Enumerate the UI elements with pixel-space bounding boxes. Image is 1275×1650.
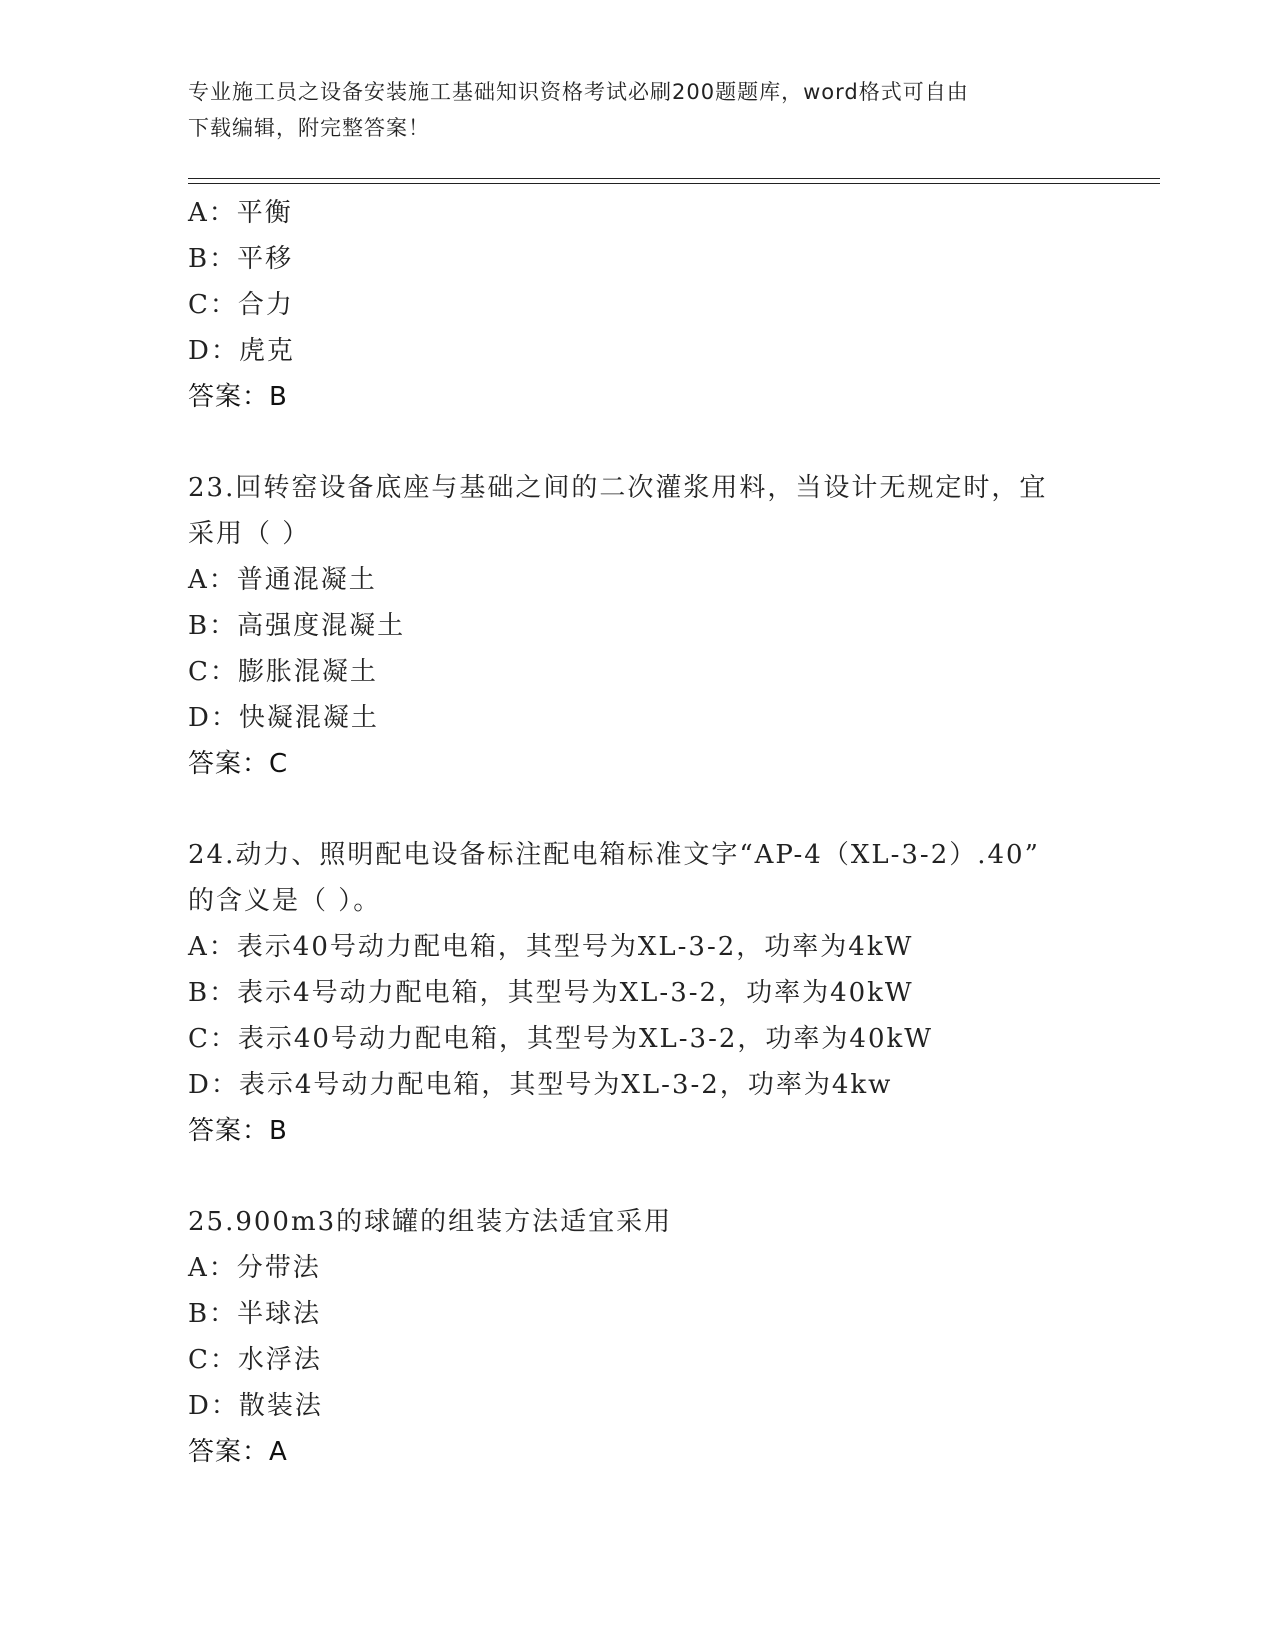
- option-a: A：分带法: [188, 1253, 321, 1283]
- header-line-2: 下载编辑，附完整答案！: [188, 116, 430, 140]
- header-divider-top: [188, 178, 1160, 179]
- question-text-line-2: 的含义是（ ）。: [188, 886, 382, 916]
- option-b: B：平移: [188, 244, 294, 274]
- answer-line: 答案：B: [188, 1116, 288, 1146]
- header-line-1: 专业施工员之设备安装施工基础知识资格考试必刷200题题库，word格式可自由: [188, 80, 969, 104]
- header-divider-bottom: [188, 183, 1160, 184]
- option-b: B：高强度混凝土: [188, 611, 406, 641]
- question-23: [188, 465, 1088, 787]
- option-b: B：表示4号动力配电箱，其型号为XL-3-2，功率为40kW: [188, 978, 914, 1008]
- document-header: [188, 74, 1068, 146]
- option-d: D：快凝混凝土: [188, 703, 379, 733]
- question-25: [188, 1199, 1088, 1475]
- option-a: A：平衡: [188, 198, 293, 228]
- option-c: C：合力: [188, 290, 294, 320]
- option-a: A：表示40号动力配电箱，其型号为XL-3-2，功率为4kW: [188, 932, 914, 962]
- option-b: B：半球法: [188, 1299, 322, 1329]
- question-24: [188, 832, 1088, 1154]
- question-text-line-1: 23.回转窑设备底座与基础之间的二次灌浆用料，当设计无规定时，宜: [188, 473, 1048, 503]
- answer-line: 答案：B: [188, 382, 288, 412]
- option-c: C：膨胀混凝土: [188, 657, 378, 687]
- option-d: D：表示4号动力配电箱，其型号为XL-3-2，功率为4kw: [188, 1070, 893, 1100]
- question-text-line-1: 24.动力、照明配电设备标注配电箱标准文字“AP-4（XL-3-2）.40”: [188, 840, 1040, 870]
- spacer: [188, 1154, 1088, 1199]
- answer-line: 答案：C: [188, 749, 289, 779]
- spacer: [188, 787, 1088, 832]
- option-d: D：散装法: [188, 1391, 323, 1421]
- question-text-line-2: 采用（ ）: [188, 519, 311, 549]
- spacer: [188, 420, 1088, 465]
- option-c: C：表示40号动力配电箱，其型号为XL-3-2，功率为40kW: [188, 1024, 933, 1054]
- question-list: [188, 190, 1088, 1475]
- answer-line: 答案：A: [188, 1437, 288, 1467]
- option-a: A：普通混凝土: [188, 565, 377, 595]
- question-22-continued: [188, 190, 1088, 420]
- option-c: C：水浮法: [188, 1345, 322, 1375]
- option-d: D：虎克: [188, 336, 295, 366]
- question-text-line-1: 25.900m3的球罐的组装方法适宜采用: [188, 1207, 673, 1237]
